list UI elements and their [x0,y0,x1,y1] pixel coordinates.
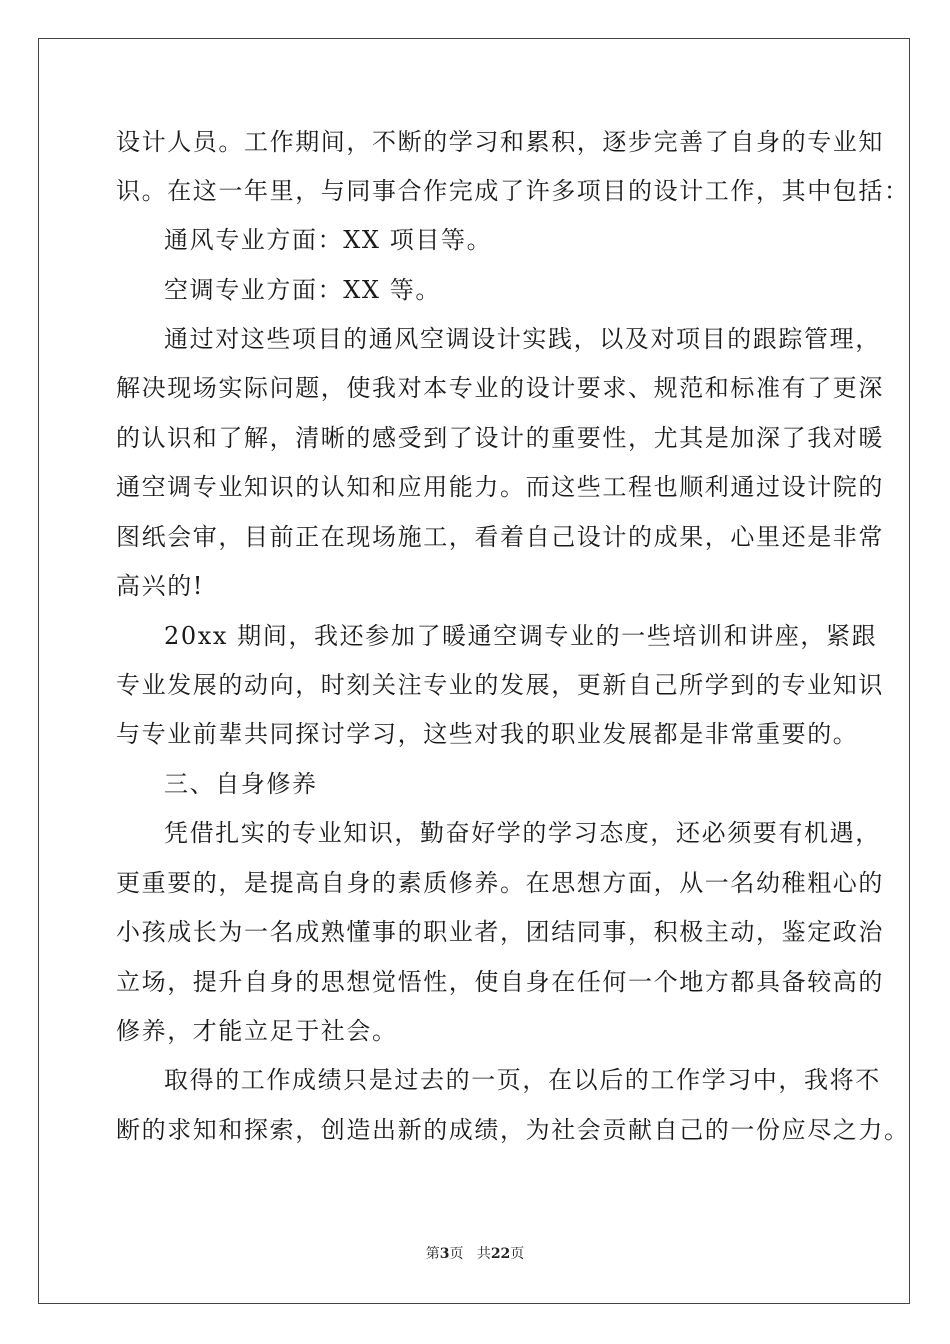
text-line: 高兴的! [116,572,205,600]
total-suffix: 页 [510,1246,525,1262]
total-prefix: 共 [476,1246,491,1262]
text-line: 设计人员。工作期间，不断的学习和累积，逐步完善了自身的专业知 [116,128,884,156]
text-line: 更重要的，是提高自身的素质修养。在思想方面，从一名幼稚粗心的 [116,869,884,897]
page-suffix: 页 [449,1246,464,1262]
page-number: 3 [439,1246,450,1262]
text-line: 的认识和了解，清晰的感受到了设计的重要性，尤其是加深了我对暖 [116,424,884,452]
text-line: 图纸会审，目前正在现场施工，看着自己设计的成果，心里还是非常 [116,523,884,551]
text-line: 与专业前辈共同探讨学习，这些对我的职业发展都是非常重要的。 [116,720,859,748]
text-line: 专业发展的动向，时刻关注专业的发展，更新自己所学到的专业知识 [116,671,884,699]
text-line: 解决现场实际问题，使我对本专业的设计要求、规范和标准有了更深 [116,374,884,402]
text-line: 20xx 期间，我还参加了暖通空调专业的一些培训和讲座，紧跟 [164,622,878,650]
text-line: 取得的工作成绩只是过去的一页，在以后的工作学习中，我将不 [164,1066,881,1094]
text-line: 通空调专业知识的认知和应用能力。而这些工程也顺利通过设计院的 [116,473,884,501]
total-pages: 22 [490,1246,511,1262]
text-line: 空调专业方面：XX 等。 [164,276,441,304]
section-heading: 三、自身修养 [164,770,318,798]
text-line: 通过对这些项目的通风空调设计实践，以及对项目的跟踪管理， [164,325,881,353]
page-prefix: 第 [425,1246,440,1262]
text-line: 小孩成长为一名成熟懂事的职业者，团结同事，积极主动，鉴定政治 [116,918,884,946]
text-line: 识。在这一年里，与同事合作完成了许多项目的设计工作，其中包括： [116,177,910,205]
text-line: 断的求知和探索，创造出新的成绩，为社会贡献自己的一份应尽之力。 [116,1116,910,1144]
page-footer [0,1244,950,1264]
text-line: 修养，才能立足于社会。 [116,1017,398,1045]
text-line: 通风专业方面：XX 项目等。 [164,226,493,254]
text-line: 立场，提升自身的思想觉悟性，使自身在任何一个地方都具备较高的 [116,968,884,996]
text-line: 凭借扎实的专业知识，勤奋好学的学习态度，还必须要有机遇， [164,819,881,847]
